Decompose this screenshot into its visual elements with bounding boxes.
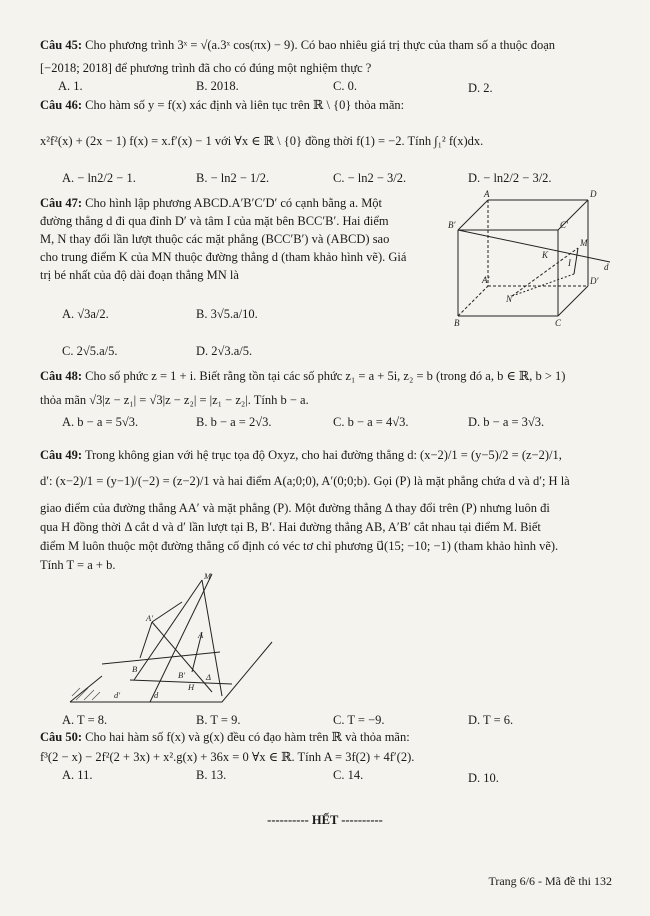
q49-option-d: D. T = 6. <box>468 713 514 727</box>
q49-line4: qua H đồng thời Δ cắt d và d′ lần lượt tại B, B′. Hai đường thẳng AB, A′B′ cắt nhau tại điểm M. Biết <box>40 520 541 534</box>
q45-line1: Câu 45: Cho phương trình 3ˣ = √(a.3ˣ cos(πx) − 9). Có bao nhiêu giá trị thực của tham số a thuộc đoạn <box>40 38 555 52</box>
q46-option-a: A. − ln2/2 − 1. <box>62 171 136 185</box>
q47-option-a: A. √3a/2. <box>62 307 109 321</box>
cube-label-M: M <box>580 238 588 248</box>
q47-line3: M, N thay đổi lần lượt thuộc các mặt phẳng (BCC′B′) và (ABCD) sao <box>40 232 390 246</box>
cube-label-A-prime: A′ <box>482 275 490 285</box>
cube-label-C: C <box>555 318 562 328</box>
fig49-label-A-prime: A′ <box>146 613 154 623</box>
q47-option-d: D. 2√3.a/5. <box>196 344 253 358</box>
q45-option-b: B. 2018. <box>196 79 239 93</box>
q49-line1: Câu 49: Trong không gian với hệ trục tọa độ Oxyz, cho hai đường thẳng d: (x−2)/1 = (y−5)/2 = (z−2)/1, <box>40 448 562 462</box>
q50-line1: Câu 50: Cho hai hàm số f(x) và g(x) đều có đạo hàm trên ℝ và thỏa mãn: <box>40 730 410 744</box>
page-footer: Trang 6/6 - Mã đề thi 132 <box>488 874 612 888</box>
q47-line4: cho trung điểm K của MN thuộc đường thẳng d (tham khảo hình vẽ). Giá <box>40 250 407 264</box>
q49-line2: d′: (x−2)/1 = (y−1)/(−2) = (z−2)/1 và hai điểm A(a;0;0), A′(0;0;b). Gọi (P) là mặt phẳng chứa d và d′; H là <box>40 474 570 488</box>
q50-option-a: A. 11. <box>62 768 93 782</box>
q49-line5: điểm M luôn thuộc một đường thẳng cố định có véc tơ chỉ phương u⃗(15; −10; −1) (tham khảo hình vẽ). <box>40 539 559 553</box>
fig49-label-d-prime: d′ <box>114 690 121 700</box>
fig49-label-B-prime: B′ <box>178 670 186 680</box>
q48-line1: Câu 48: Cho số phức z = 1 + i. Biết rằng tồn tại các số phức z₁ = a + 5i, z₂ = b (trong đó a, b ∈ ℝ, b > 1) <box>40 369 566 383</box>
q50-line2: f³(2 − x) − 2f²(2 + 3x) + x².g(x) + 36x = 0 ∀x ∈ ℝ. Tính A = 3f(2) + 4f′(2). <box>40 750 415 764</box>
q46-line1: Câu 46: Cho hàm số y = f(x) xác định và liên tục trên ℝ \ {0} thỏa mãn: <box>40 98 405 112</box>
cube-label-B-prime: B′ <box>448 220 456 230</box>
q46-option-c: C. − ln2 − 3/2. <box>333 171 407 185</box>
fig49-label-H: H <box>188 682 195 692</box>
q47-line1: Câu 47: Cho hình lập phương ABCD.A′B′C′D′ có cạnh bằng a. Một <box>40 196 383 210</box>
q45-line2: [−2018; 2018] để phương trình đã cho có đúng một nghiệm thực ? <box>40 61 372 75</box>
q47-label: Câu 47: <box>40 196 83 210</box>
q48-line2: thỏa mãn √3|z − z₁| = √3|z − z₂| = |z₁ − z₂|. Tính b − a. <box>40 393 309 407</box>
cube-label-K: K <box>542 250 549 260</box>
q50-option-d: D. 10. <box>468 771 499 785</box>
fig49-label-M: M <box>204 572 212 581</box>
q47-line2: đường thẳng d đi qua đỉnh D′ và tâm I của mặt bên BCC′B′. Hai điểm <box>40 214 389 228</box>
plane-figure <box>62 572 292 707</box>
q48-label: Câu 48: <box>40 369 83 383</box>
q48-option-a: A. b − a = 5√3. <box>62 415 139 429</box>
q49-option-a: A. T = 8. <box>62 713 108 727</box>
fig49-label-A: A <box>198 630 204 640</box>
q48-option-d: D. b − a = 3√3. <box>468 415 545 429</box>
q48-option-b: B. b − a = 2√3. <box>196 415 272 429</box>
cube-label-B: B <box>454 318 460 328</box>
cube-label-N: N <box>506 294 513 304</box>
cube-figure <box>446 188 616 328</box>
cube-label-C-prime: C′ <box>560 220 568 230</box>
q50-label: Câu 50: <box>40 730 83 744</box>
q45-label: Câu 45: <box>40 38 83 52</box>
fig49-label-d: d <box>154 690 159 700</box>
q49-line3: giao điểm của đường thẳng AA′ và mặt phẳng (P). Một đường thẳng Δ thay đổi trên (P) nhưng luôn đi <box>40 501 550 515</box>
cube-label-D-prime: D′ <box>590 276 599 286</box>
q47-option-b: B. 3√5.a/10. <box>196 307 258 321</box>
q45-option-d: D. 2. <box>468 81 493 95</box>
q47-option-c: C. 2√5.a/5. <box>62 344 118 358</box>
q49-option-c: C. T = −9. <box>333 713 385 727</box>
q50-option-c: C. 14. <box>333 768 364 782</box>
cube-label-d: d <box>604 262 609 272</box>
q49-option-b: B. T = 9. <box>196 713 241 727</box>
q46-option-b: B. − ln2 − 1/2. <box>196 171 270 185</box>
q46-line2: x²f²(x) + (2x − 1) f(x) = x.f′(x) − 1 với ∀x ∈ ℝ \ {0} đồng thời f(1) = −2. Tính ∫₁² f(x)dx. <box>40 134 484 148</box>
q48-option-c: C. b − a = 4√3. <box>333 415 409 429</box>
q45-option-a: A. 1. <box>58 79 83 93</box>
q50-option-b: B. 13. <box>196 768 227 782</box>
q49-line6: Tính T = a + b. <box>40 558 116 572</box>
q46-label: Câu 46: <box>40 98 83 112</box>
fig49-label-B: B <box>132 664 138 674</box>
q47-line5: trị bé nhất của độ dài đoạn thẳng MN là <box>40 268 239 282</box>
cube-label-D: D <box>590 189 597 199</box>
end-marker: ---------- HẾT ---------- <box>267 813 383 827</box>
q46-option-d: D. − ln2/2 − 3/2. <box>468 171 552 185</box>
cube-label-A: A <box>484 189 490 199</box>
cube-label-I: I <box>568 258 571 268</box>
q49-label: Câu 49: <box>40 448 83 462</box>
q45-option-c: C. 0. <box>333 79 357 93</box>
fig49-label-delta: Δ <box>206 672 211 682</box>
